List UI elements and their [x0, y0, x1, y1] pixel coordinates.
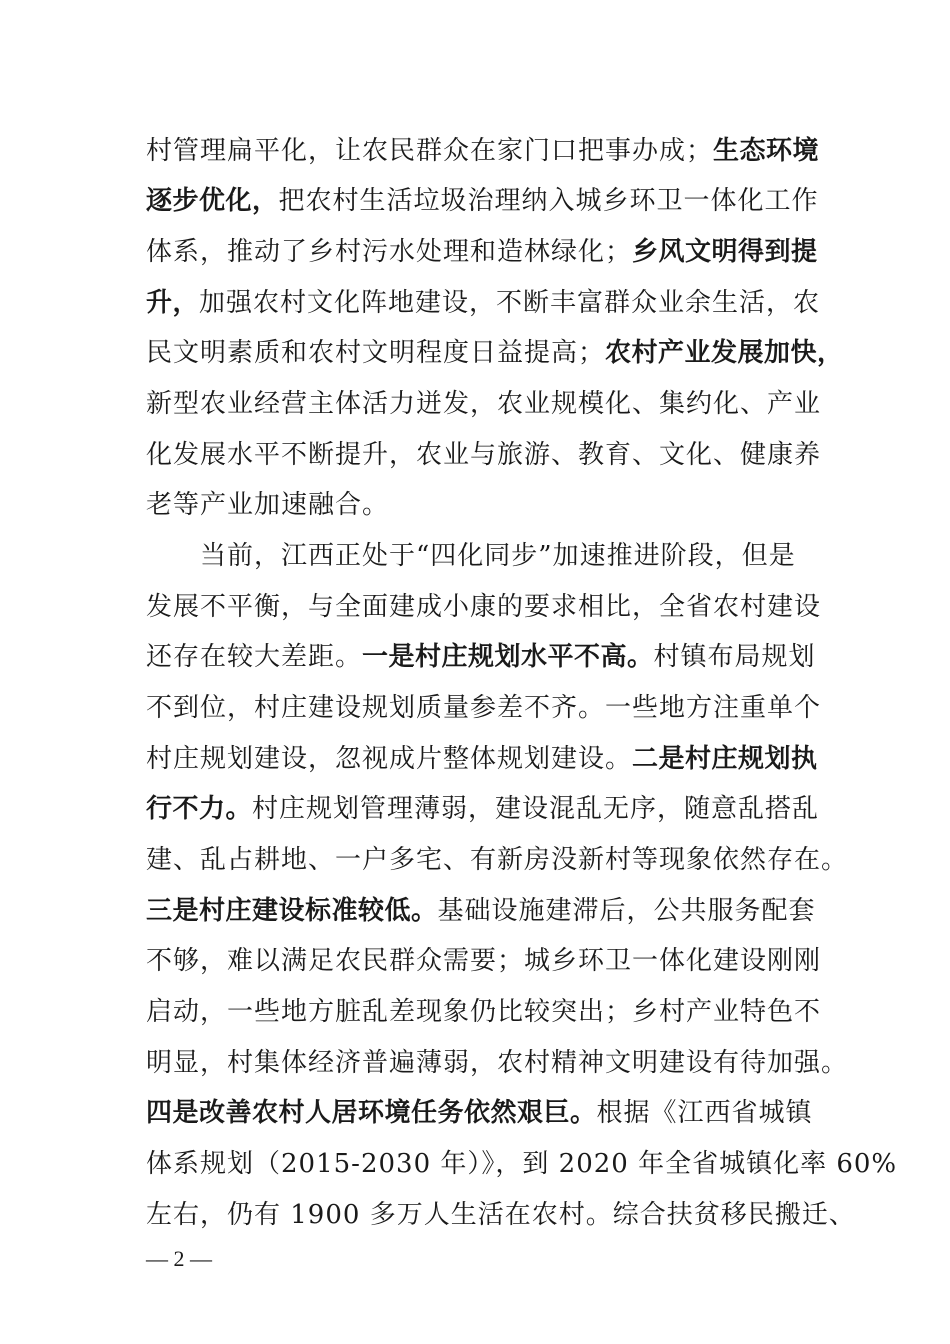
text-run: 村镇布局规划	[653, 642, 816, 672]
text-line	[146, 688, 821, 728]
text-line	[146, 333, 844, 373]
text-run: 不够，难以满足农民群众需要；城乡环卫一体化建设刚刚	[146, 946, 822, 976]
text-run: 明显，村集体经济普遍薄弱，农村精神文明建设有待加强。	[146, 1048, 849, 1078]
text-line	[146, 739, 818, 779]
bold-heading: 四是改善农村人居环境任务依然艰巨。	[146, 1098, 597, 1128]
text-run: 村庄规划建设，忽视成片整体规划建设。	[146, 744, 633, 774]
bold-heading: 二是村庄规划执	[632, 744, 818, 774]
text-line	[146, 1144, 897, 1184]
text-line	[146, 485, 389, 525]
text-line	[146, 789, 819, 829]
text-line	[146, 840, 848, 880]
text-line	[146, 232, 818, 272]
text-run: 还存在较大差距。	[146, 642, 363, 672]
text-line	[146, 131, 819, 171]
text-run: 左右，仍有 1900 多万人生活在农村。综合扶贫移民搬迁、	[146, 1200, 856, 1230]
text-run: 发展不平衡，与全面建成小康的要求相比，全省农村建设	[146, 592, 822, 622]
text-run: 根据《江西省城镇	[596, 1098, 813, 1128]
bold-heading: 乡风文明得到提	[632, 237, 818, 267]
text-line	[146, 384, 821, 424]
text-line	[146, 992, 821, 1032]
text-run: 启动，一些地方脏乱差现象仍比较突出；乡村产业特色不	[146, 997, 822, 1027]
bold-heading: 行不力。	[146, 794, 253, 824]
bold-heading: 三是村庄建设标准较低。	[146, 896, 438, 926]
text-run: 村管理扁平化，让农民群众在家门口把事办成；	[146, 136, 714, 166]
text-run: 建、乱占耕地、一户多宅、有新房没新村等现象依然存在。	[146, 845, 849, 875]
bold-heading: 生态环境	[713, 136, 820, 166]
text-line	[146, 435, 821, 475]
text-run: 新型农业经营主体活力迸发，农业规模化、集约化、产业	[146, 389, 822, 419]
text-line	[146, 587, 821, 627]
text-run: 老等产业加速融合。	[146, 490, 390, 520]
bold-heading: 农村产业发展加快，	[605, 338, 844, 368]
text-line	[146, 891, 816, 931]
text-line	[200, 536, 796, 576]
text-run: 基础设施建滞后，公共服务配套	[437, 896, 816, 926]
bold-heading: 一是村庄规划水平不高。	[362, 642, 654, 672]
text-run: 加强农村文化阵地建设，不断丰富群众业余生活，农	[199, 288, 821, 318]
text-run: 体系规划（2015-2030 年）》，到 2020 年全省城镇化率 60%	[146, 1149, 898, 1179]
text-run: 民文明素质和农村文明程度日益提高；	[146, 338, 606, 368]
text-line	[146, 1043, 848, 1083]
text-run: 村庄规划管理薄弱，建设混乱无序，随意乱搭乱	[252, 794, 820, 824]
text-line	[146, 1195, 856, 1235]
text-line	[146, 1093, 813, 1133]
text-run: 化发展水平不断提升，农业与旅游、教育、文化、健康养	[146, 440, 822, 470]
text-line	[146, 181, 819, 221]
text-line	[146, 637, 816, 677]
text-run: 当前，江西正处于“四化同步”加速推进阶段，但是	[200, 541, 796, 571]
page-number: — 2 —	[146, 1246, 212, 1271]
bold-heading: 逐步优化，	[146, 186, 279, 216]
text-run: 把农村生活垃圾治理纳入城乡环卫一体化工作	[278, 186, 819, 216]
text-run: 不到位，村庄建设规划质量参差不齐。一些地方注重单个	[146, 693, 822, 723]
bold-heading: 升，	[146, 288, 200, 318]
text-line	[146, 283, 820, 323]
text-run: 体系，推动了乡村污水处理和造林绿化；	[146, 237, 633, 267]
text-line	[146, 941, 821, 981]
